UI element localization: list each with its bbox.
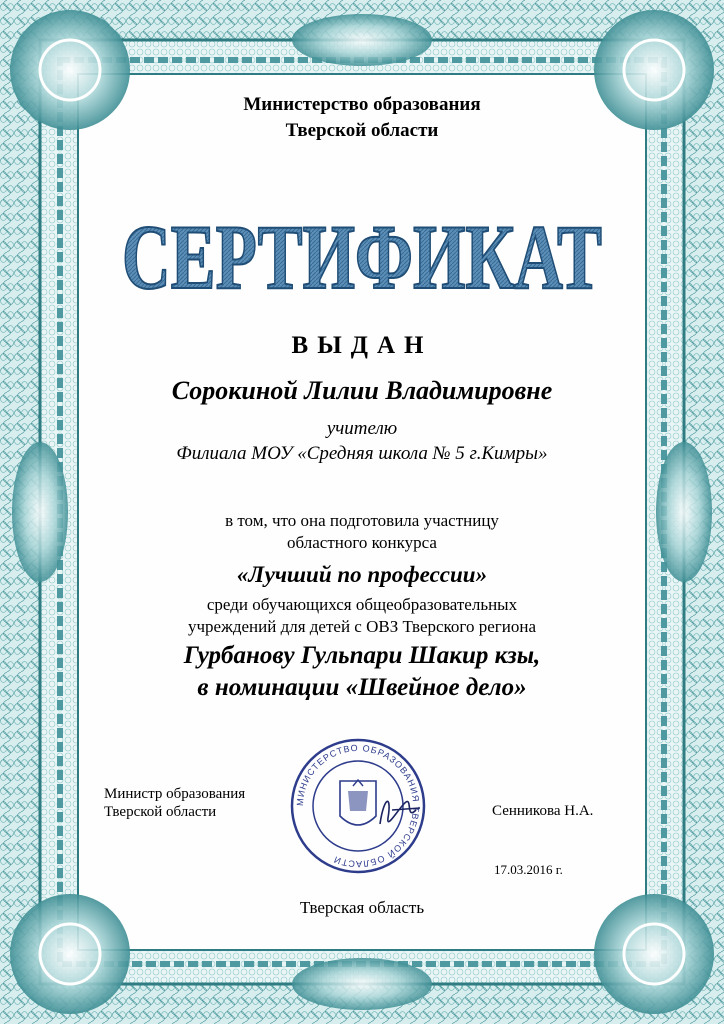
body-line2: областного конкурса	[287, 533, 437, 552]
svg-text:МИНИСТЕРСТВО ОБРАЗОВАНИЯ ТВЕРС: МИНИСТЕРСТВО ОБРАЗОВАНИЯ ТВЕРСКОЙ ОБЛАСТИ	[294, 742, 422, 870]
student-name: Гурбанову Гульпари Шакир кзы,	[183, 642, 541, 669]
body-text-2	[0, 594, 724, 638]
contest-title: «Лучший по профессии»	[236, 562, 488, 587]
body-text-1	[0, 510, 724, 554]
body-line4: учреждений для детей с ОВЗ Тверского региона	[188, 617, 536, 636]
recipient-role: учителю	[326, 418, 398, 439]
official-seal-icon	[288, 736, 428, 876]
position-line1: Министр образования	[104, 786, 246, 802]
body-line1: в том, что она подготовила участницу	[225, 511, 499, 530]
certificate-title	[0, 200, 724, 310]
signatory-name: Сенникова Н.А.	[492, 803, 594, 819]
ministry-line1: Министерство образования	[243, 94, 481, 115]
student-block	[0, 640, 724, 704]
position-line2: Тверской области	[104, 804, 217, 820]
footer-region: Тверская область	[299, 898, 425, 917]
recipient-name: Сорокиной Лилии Владимировне	[171, 376, 553, 405]
body-line3: среди обучающихся общеобразовательных	[206, 595, 518, 614]
signatory-position	[104, 785, 245, 821]
issued-label: ВЫДАН	[291, 332, 433, 359]
nomination: в номинации «Швейное дело»	[197, 674, 527, 701]
ministry-header	[0, 92, 724, 144]
recipient-school: Филиала МОУ «Средняя школа № 5 г.Кимры»	[176, 443, 548, 464]
svg-text:СЕРТИФИКАТ: СЕРТИФИКАТ	[122, 206, 602, 308]
ministry-line2: Тверской области	[285, 120, 439, 141]
issue-date: 17.03.2016 г.	[494, 862, 563, 877]
